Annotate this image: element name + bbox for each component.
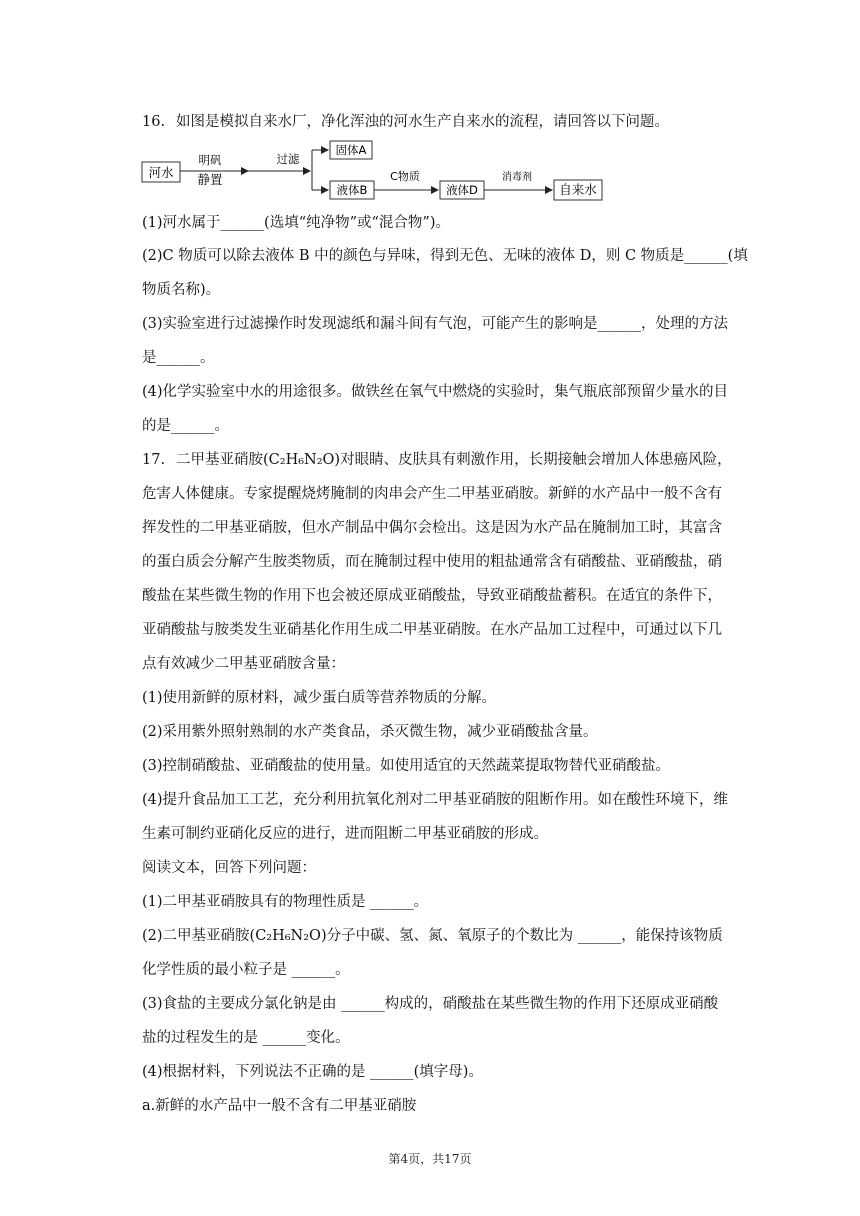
q17-line-10: (3)控制硝酸盐、亚硝酸盐的使用量。如使用适宜的天然蔬菜提取物替代亚硝酸盐。 [142, 758, 671, 774]
q17-line-18: 盐的过程发生的是 ______变化。 [142, 1030, 350, 1046]
q16-line-1: (1)河水属于______(选填“纯净物”或“混合物”)。 [142, 215, 451, 231]
q17-line-4: 的蛋白质会分解产生胺类物质，而在腌制过程中使用的粗盐通常含有硝酸盐、亚硝酸盐，硝 [142, 554, 722, 570]
q16-line-3: 物质名称)。 [142, 282, 221, 298]
q17-option-a: a.新鲜的水产品中一般不含有二甲基亚硝胺 [142, 1098, 417, 1114]
q17-line-9: (2)采用紫外照射熟制的水产类食品，杀灭微生物，减少亚硝酸盐含量。 [142, 724, 598, 740]
liquid-b-label: 液体B [336, 183, 368, 197]
liquid-d-label: 液体D [446, 183, 478, 197]
step1-bottom-label: 静置 [197, 172, 223, 187]
q17-first-line [142, 450, 772, 470]
tap-water-label: 自来水 [559, 182, 597, 197]
q17-line-5: 酸盐在某些微生物的作用下也会被还原成亚硝酸盐，导致亚硝酸盐蓄积。在适宜的条件下， [142, 588, 722, 604]
step1-top-label: 明矾 [198, 153, 222, 167]
q17-line-6: 亚硝酸盐与胺类发生亚硝基化作用生成二甲基亚硝胺。在水产品加工过程中，可通过以下几 [142, 622, 722, 638]
q16-intro-line [142, 112, 772, 132]
q17-line-11: (4)提升食品加工工艺，充分利用抗氧化剂对二甲基亚硝胺的阻断作用。如在酸性环境下，维 [142, 792, 729, 808]
q17-line-7: 点有效减少二甲基亚硝胺含量： [142, 656, 345, 672]
q16-intro: 如图是模拟自来水厂，净化浑浊的河水生产自来水的流程，请回答以下问题。 [176, 114, 669, 130]
q16-line-6: (4)化学实验室中水的用途很多。做铁丝在氧气中燃烧的实验时，集气瓶底部预留少量水的目 [142, 384, 729, 400]
disinfectant-label: 消毒剂 [502, 172, 532, 183]
river-label: 河水 [148, 165, 174, 180]
q17-line-15: (2)二甲基亚硝胺(C₂H₆N₂O)分子中碳、氢、氮、氧原子的个数比为 ______，能保持该物质 [142, 928, 723, 944]
q17-line-17: (3)食盐的主要成分氯化钠是由 ______构成的，硝酸盐在某些微生物的作用下还原成亚硝酸 [142, 996, 719, 1012]
q17-line-16: 化学性质的最小粒子是 ______。 [142, 962, 350, 978]
q17-line-13: 阅读文本，回答下列问题： [142, 860, 316, 876]
water-treatment-flowchart [140, 138, 610, 204]
q16-line-5: 是______。 [142, 350, 215, 366]
filter-label: 过滤 [276, 152, 300, 166]
q17-line-1: 二甲基亚硝胺(C₂H₆N₂O)对眼睛、皮肤具有刺激作用，长期接触会增加人体患癌风险， [176, 452, 732, 468]
solid-a-label: 固体A [335, 143, 367, 157]
q17-line-19: (4)根据材料，下列说法不正确的是 ______(填字母)。 [142, 1064, 483, 1080]
q17-line-3: 挥发性的二甲基亚硝胺，但水产制品中偶尔会检出。这是因为水产品在腌制加工时，其富含 [142, 520, 722, 536]
q16-line-4: (3)实验室进行过滤操作时发现滤纸和漏斗间有气泡，可能产生的影响是______，处理的方法 [142, 316, 729, 332]
q16-number: 16. [142, 114, 166, 130]
q17-number: 17. [142, 452, 166, 468]
q16-line-7: 的是______。 [142, 418, 229, 434]
q17-line-2: 危害人体健康。专家提醒烧烤腌制的肉串会产生二甲基亚硝胺。新鲜的水产品中一般不含有 [142, 486, 722, 502]
q16-line-2: (2)C 物质可以除去液体 B 中的颜色与异味，得到无色、无味的液体 D，则 C 物质是______(填 [142, 248, 748, 264]
q17-line-12: 生素可制约亚硝化反应的进行，进而阻断二甲基亚硝胺的形成。 [142, 826, 548, 842]
q17-line-14: (1)二甲基亚硝胺具有的物理性质是 ______。 [142, 894, 429, 910]
page-footer: 第4页，共17页 [388, 1152, 472, 1166]
c-substance-label: C物质 [390, 170, 420, 183]
q17-line-8: (1)使用新鲜的原材料，减少蛋白质等营养物质的分解。 [142, 690, 497, 706]
